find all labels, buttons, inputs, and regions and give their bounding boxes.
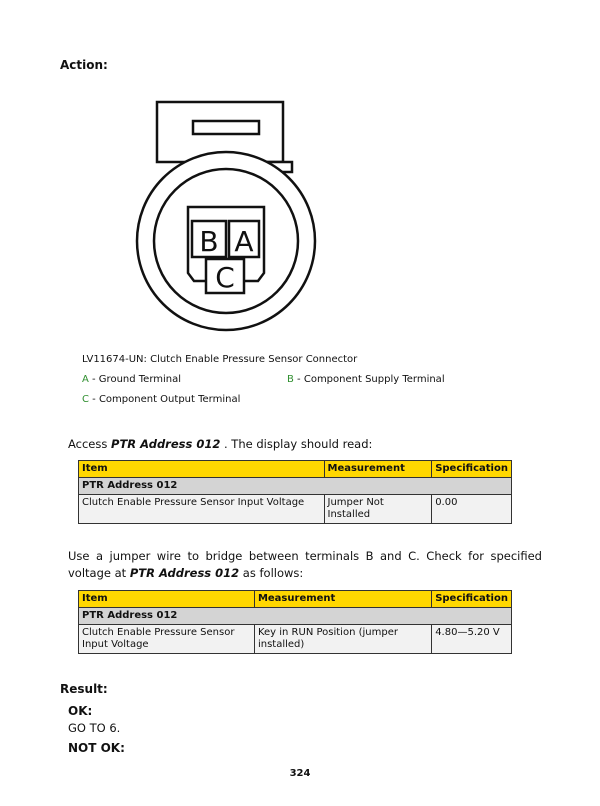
table-1-data-row <box>79 495 512 524</box>
legend-a-letter: A <box>82 374 89 385</box>
terminal-b-label: B <box>199 225 219 258</box>
table-1-header-measurement: Measurement <box>324 461 432 478</box>
step2-suffix: as follows: <box>239 566 304 580</box>
step1-address: PTR Address 012 <box>111 437 221 451</box>
table-2-group-row <box>79 608 512 625</box>
table-1-cell-specification: 0.00 <box>432 495 512 524</box>
table-2-cell-item: Clutch Enable Pressure Sensor Input Voltage <box>79 625 255 654</box>
ok-text: GO TO 6. <box>68 721 121 735</box>
ok-label: OK: <box>68 704 93 718</box>
legend-b <box>287 374 445 385</box>
legend-c <box>82 394 240 405</box>
table-2-group-label: PTR Address 012 <box>79 608 512 625</box>
table-1-cell-measurement: Jumper Not Installed <box>324 495 432 524</box>
connector-slot <box>193 121 259 134</box>
table-1-group-label: PTR Address 012 <box>79 478 512 495</box>
not-ok-label: NOT OK: <box>68 741 125 755</box>
table-2-header-row <box>79 591 512 608</box>
legend-c-text: - Component Output Terminal <box>88 394 241 405</box>
legend-a-text: - Ground Terminal <box>88 374 182 385</box>
table-2-header-measurement: Measurement <box>254 591 431 608</box>
table-1-group-row <box>79 478 512 495</box>
step2-line2 <box>68 565 303 582</box>
terminal-c-label: C <box>215 261 235 294</box>
table-2-cell-measurement: Key in RUN Position (jumper installed) <box>254 625 431 654</box>
table-1-header-item: Item <box>79 461 325 478</box>
terminal-a-label: A <box>234 225 254 258</box>
table-1 <box>78 460 512 524</box>
legend-c-letter: C <box>82 394 89 405</box>
step1-prefix: Access <box>68 437 112 451</box>
table-1-header-row <box>79 461 512 478</box>
step2-prefix: voltage at <box>68 566 130 580</box>
table-2-header-specification: Specification <box>432 591 512 608</box>
legend-a <box>82 374 181 385</box>
legend-b-letter: B <box>287 374 294 385</box>
legend-b-text: - Component Supply Terminal <box>293 374 445 385</box>
step1-suffix: . The display should read: <box>220 437 373 451</box>
action-heading: Action: <box>60 58 108 72</box>
step2-line1: Use a jumper wire to bridge between terminals B and C. Check for specified <box>68 549 542 563</box>
connector-diagram <box>130 95 330 335</box>
result-heading: Result: <box>60 682 108 696</box>
table-2 <box>78 590 512 654</box>
table-2-header-item: Item <box>79 591 255 608</box>
table-2-data-row <box>79 625 512 654</box>
table-1-header-specification: Specification <box>432 461 512 478</box>
page-number: 324 <box>289 768 311 779</box>
figure-caption: LV11674-UN: Clutch Enable Pressure Sensor Connector <box>82 354 358 365</box>
table-2-cell-specification: 4.80—5.20 V <box>432 625 512 654</box>
step1-text <box>68 436 372 453</box>
step2-address: PTR Address 012 <box>129 566 240 580</box>
table-1-cell-item: Clutch Enable Pressure Sensor Input Voltage <box>79 495 325 524</box>
